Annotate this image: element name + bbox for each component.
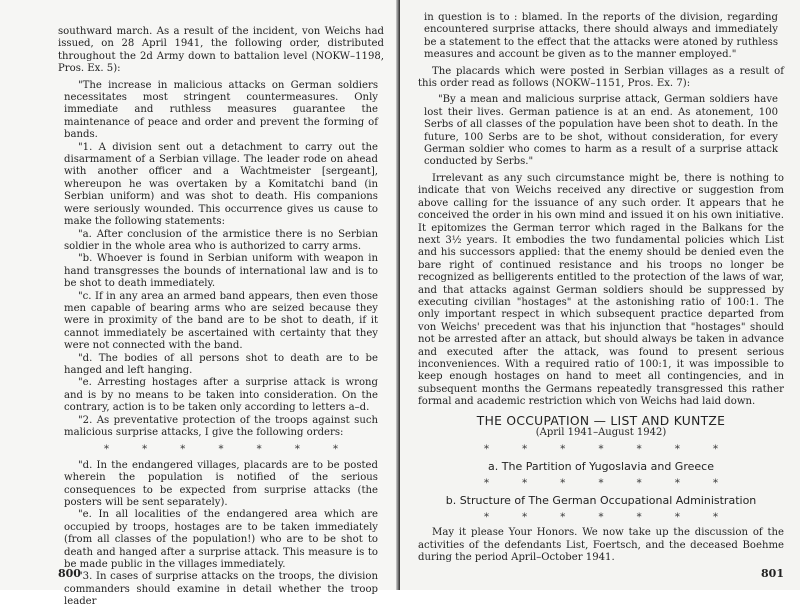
quoted-paragraph: "d. The bodies of all persons shot to death are to be hanged and left hanging.: [64, 352, 378, 376]
ellipsis-stars: * * * * * * *: [483, 444, 719, 456]
right-page-text: [418, 12, 784, 565]
paragraph: May it please Your Honors. We now take up the discussion of the activities of the defendants List, Foertsch, and the deceased Boehme during the period April–October 1941.: [418, 527, 784, 564]
page-number: 801: [761, 567, 784, 580]
ellipsis-stars: * * * * * * *: [483, 512, 719, 524]
quoted-paragraph: "The increase in malicious attacks on German soldiers necessitates most stringent countermeasures. Only immediate and ruthless measures guarantee the maintenance of peace and order and prevent the forming of bands.: [64, 79, 378, 141]
quoted-paragraph: "a. After conclusion of the armistice there is no Serbian soldier in the whole area who is authorized to carry arms.: [64, 228, 378, 252]
left-page: [0, 0, 398, 608]
left-page-text: [58, 26, 384, 609]
quoted-paragraph: "3. In cases of surprise attacks on the troops, the division commanders should examine in detail whether the troop leader: [64, 571, 378, 608]
subsection-a-heading: a. The Partition of Yugoslavia and Greece: [488, 459, 714, 473]
paragraph: The placards which were posted in Serbian villages as a result of this order read as follows (NOKW–1151, Pros. Ex. 7):: [418, 65, 784, 90]
paragraph: Irrelevant as any such circumstance might be, there is nothing to indicate that von Weichs received any directive or suggestion from above calling for the issuance of any such order. It appears that he conceived the order in his own mind and issued it on his own initiative. It epitomizes the German terror which raged in the Balkans for the next 3½ years. It embodies the two fundamental policies which List and his successors applied: that the enemy should be denied even the bare right of continued resistance and his troops no longer be recognized as belligerents entitled to the protection of the laws of war, and that attacks against German soldiers should be suppressed by executing civilian "hostages" at the astonishing ratio of 100:1. The only important respect in which subsequent practice departed from von Weichs' precedent was that his injunction that "hostages" should not be arrested after an attack, but should always be taken in advance and executed after the attack, was found to present serious inconveniences. With a required ratio of 100:1, it was impossible to keep enough hostages on hand to meet all contingencies, and in subsequent months the Germans repeatedly transgressed this rather formal and academic restriction which von Weichs had laid down.: [418, 172, 784, 408]
ellipsis-stars: * * * * * * *: [103, 444, 339, 456]
quoted-paragraph: in question is to : blamed. In the reports of the division, regarding encountered surprise attacks, there should always and immediately be a statement to the effect that the attacks were atoned by ruthless measures and account be given as to the manner employed.": [424, 12, 778, 61]
page-number: 800: [58, 567, 81, 580]
ellipsis-stars: * * * * * * *: [483, 478, 719, 490]
quoted-paragraph: "2. As preventative protection of the troops against such malicious surprise attacks, I give the following orders:: [64, 414, 378, 438]
subsection-b-heading: b. Structure of The German Occupational Administration: [445, 493, 757, 507]
section-heading: THE OCCUPATION — LIST AND KUNTZE: [476, 413, 726, 428]
quoted-paragraph: "By a mean and malicious surprise attack, German soldiers have lost their lives. German patience is at an end. As atonement, 100 Serbs of all classes of the population have been shot to death. In the future, 100 Serbs are to be shot, without consideration, for every German soldier who comes to harm as a result of a surprise attack conducted by Serbs.": [424, 94, 778, 168]
section-subheading: (April 1941–August 1942): [535, 427, 667, 438]
quoted-paragraph: "e. Arresting hostages after a surprise attack is wrong and is by no means to be taken into consideration. On the contrary, action is to be taken only according to letters a–d.: [64, 377, 378, 414]
quoted-paragraph: "e. In all localities of the endangered area which are occupied by troops, hostages are to be taken immediately (from all classes of the population!) who are to be shot to death and hanged after a surprise attack. This measure is to be made public in the villages immediately.: [64, 509, 378, 571]
quoted-paragraph: "b. Whoever is found in Serbian uniform with weapon in hand transgresses the bounds of international law and is to be shot to death immediately.: [64, 253, 378, 290]
quoted-paragraph: "d. In the endangered villages, placards are to be posted wherein the population is notified of the serious consequences to be expected from surprise attacks (the posters will be sent separately).: [64, 459, 378, 509]
quoted-paragraph: "c. If in any area an armed band appears, then even those men capable of bearing arms who are seized because they were in proximity of the band are to be shot to death, if it cannot immediately be ascertained with certainty that they were not connected with the band.: [64, 290, 378, 352]
quoted-paragraph: "1. A division sent out a detachment to carry out the disarmament of a Serbian village. The leader rode on ahead with another officer and a Wachtmeister [sergeant], whereupon he was overtaken by a Komitatchi band (in Serbian uniform) and was shot to death. His companions were seriously wounded. This occurrence gives us cause to make the following statements:: [64, 141, 378, 228]
paragraph: southward march. As a result of the incident, von Weichs had issued, on 28 April 1941, the following order, distributed throughout the 2d Army down to battalion level (NOKW–1198, Pros. Ex. 5):: [58, 26, 384, 75]
right-page: [400, 0, 800, 590]
